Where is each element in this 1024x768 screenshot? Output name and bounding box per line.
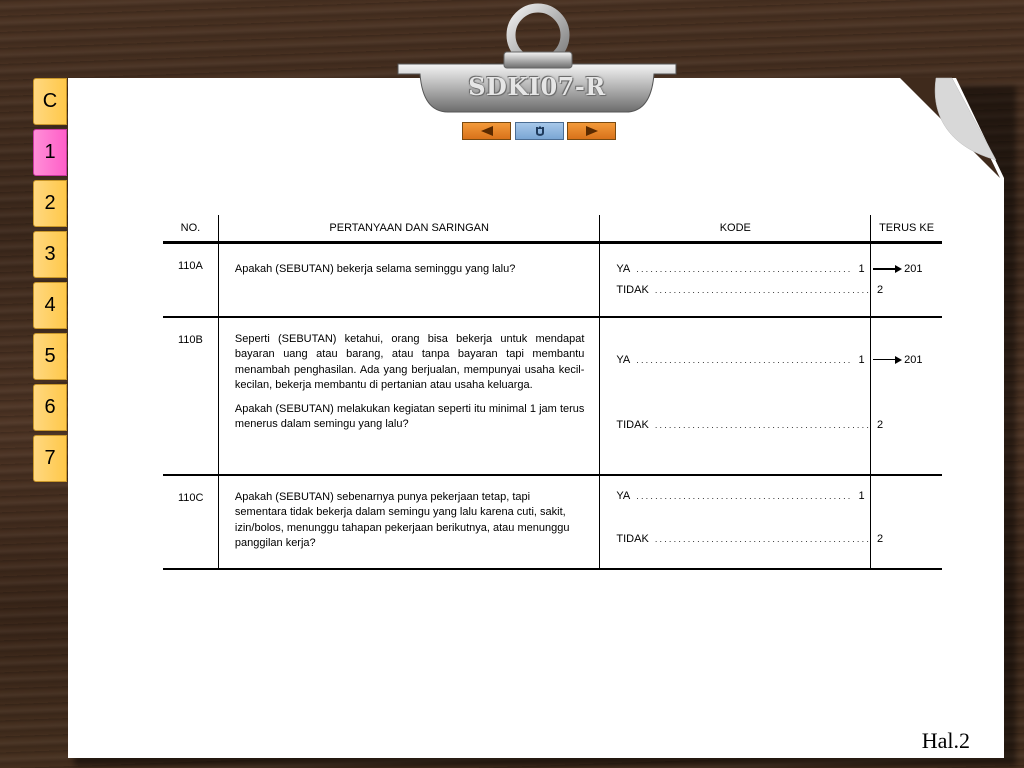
code-label: YA (616, 489, 631, 502)
leader-dots: .............................................. (654, 419, 872, 430)
tab-c[interactable] (33, 78, 67, 125)
questionnaire-table (163, 215, 942, 570)
return-icon (534, 125, 546, 137)
table-header-row (163, 215, 942, 243)
leader-dots: .............................................. (636, 264, 853, 274)
code-number: 1 (858, 263, 865, 275)
leader-dots: .............................................. (654, 533, 872, 544)
code-label: TIDAK (616, 532, 649, 545)
tab-label: C (42, 90, 58, 112)
code-number: 2 (877, 284, 884, 296)
tab-2[interactable] (33, 180, 67, 227)
question-paragraph: Seperti (SEBUTAN) ketahui, orang bisa bekerja untuk mendapat bayaran uang atau barang, atau tanpa bayaran tapi membantu menambah penghasilan. Ada yang berjualan, mempunyai usaha kecil-kecilan, bekerja membantu di pertanian atau usaha keluarga. (234, 332, 585, 391)
skip-arrow (873, 263, 922, 275)
table-row (163, 243, 942, 317)
code-label: YA (616, 353, 631, 366)
page-curl (900, 78, 1000, 182)
code-label: TIDAK (616, 284, 649, 296)
skip-target: 201 (904, 353, 923, 366)
skip-target: 201 (904, 263, 923, 275)
code-option[interactable] (616, 284, 884, 296)
table-row (163, 317, 942, 475)
arrow-head-icon (895, 356, 902, 364)
skip-cell (871, 243, 942, 317)
code-cell (600, 317, 884, 475)
header-skip: TERUS KE (871, 215, 942, 243)
tab-label: 1 (44, 141, 56, 163)
tab-5[interactable] (33, 333, 67, 380)
question-text (218, 317, 599, 475)
tab-3[interactable] (33, 231, 67, 278)
arrow-head-icon (895, 265, 902, 273)
tab-1[interactable] (33, 129, 67, 176)
question-number: 110B (163, 317, 218, 475)
table-row (163, 475, 942, 569)
leader-dots: .............................................. (654, 285, 872, 295)
arrow-line (873, 268, 895, 270)
skip-arrow (873, 354, 922, 366)
code-label: YA (616, 263, 631, 275)
leader-dots: .............................................. (636, 354, 853, 365)
section-tabs (33, 78, 69, 486)
tab-label: 2 (44, 192, 56, 214)
header-no: NO. (163, 215, 218, 243)
clip-title: SDKI07-R (468, 72, 606, 101)
question-paragraph: Apakah (SEBUTAN) melakukan kegiatan seperti itu minimal 1 jam terus menerus dalam semingu yang lalu? (234, 402, 585, 430)
tab-7[interactable] (33, 435, 67, 482)
code-number: 1 (858, 353, 865, 366)
skip-cell (871, 475, 942, 569)
header-code: KODE (600, 215, 871, 243)
code-option[interactable] (616, 353, 865, 366)
skip-cell (871, 317, 942, 475)
tab-label: 4 (44, 294, 56, 316)
question-number: 110C (163, 475, 218, 569)
code-label: TIDAK (616, 418, 649, 431)
triangle-right-icon (585, 126, 599, 136)
arrow-line (873, 359, 895, 361)
page-number: Hal.2 (921, 728, 970, 753)
tab-label: 7 (44, 447, 56, 469)
code-option[interactable] (616, 263, 865, 275)
next-button[interactable] (567, 122, 616, 140)
question-paragraph: Apakah (SEBUTAN) bekerja selama seminggu yang lalu? (234, 263, 516, 275)
question-number: 110A (163, 243, 218, 317)
tab-label: 3 (44, 243, 56, 265)
code-option[interactable] (616, 418, 884, 431)
prev-button[interactable] (462, 122, 511, 140)
question-paragraph: Apakah (SEBUTAN) sebenarnya punya pekerjaan tetap, tapi sementara tidak bekerja dalam semingu yang lalu karena cuti, sakit, izin/bolos, menunggu tahapan pekerjaan berikutnya, atau menunggu panggilan kerja? (234, 490, 570, 549)
tab-6[interactable] (33, 384, 67, 431)
code-option[interactable] (616, 489, 865, 502)
tab-4[interactable] (33, 282, 67, 329)
code-cell (600, 243, 884, 317)
code-number: 1 (858, 489, 865, 502)
code-number: 2 (877, 418, 884, 431)
code-number: 2 (877, 532, 884, 545)
code-cell (600, 475, 884, 569)
code-option[interactable] (616, 532, 884, 545)
question-text (218, 243, 599, 317)
header-question: PERTANYAAN DAN SARINGAN (218, 215, 599, 243)
tab-label: 5 (44, 345, 56, 367)
return-button[interactable] (515, 122, 564, 140)
question-text (218, 475, 599, 569)
leader-dots: .............................................. (636, 490, 853, 501)
triangle-left-icon (480, 126, 494, 136)
tab-label: 6 (44, 396, 56, 418)
